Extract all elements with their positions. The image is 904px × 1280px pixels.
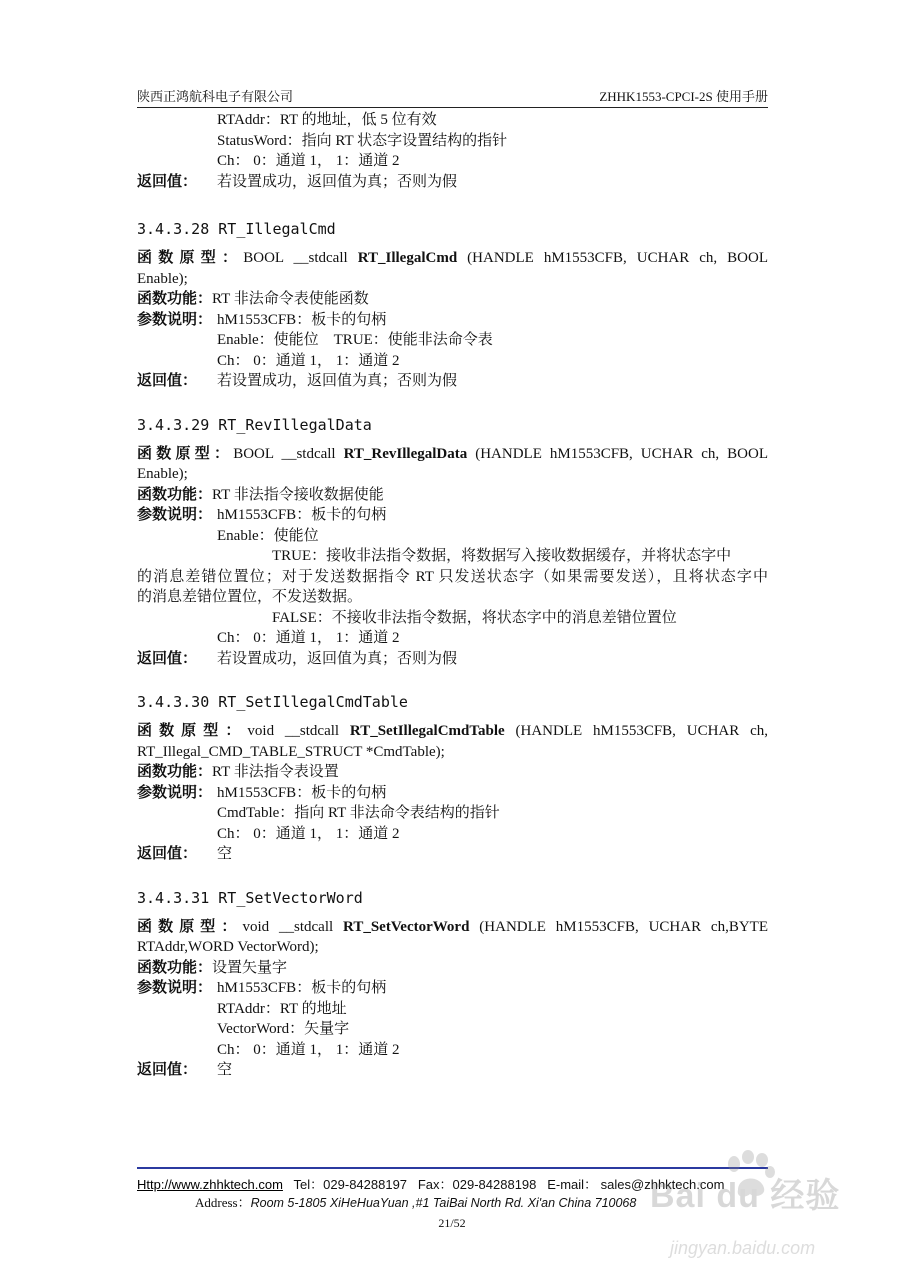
param-rtaddr: RTAddr：RT 的地址 [217, 1000, 347, 1017]
param-ch: Ch： 0：通道 1， 1：通道 2 [217, 352, 400, 369]
proto-prefix: void __stdcall [242, 918, 344, 935]
footer-contact: Tel：029-84288197 Fax：029-84288198 E-mail： sales@zhhktech.com [282, 1177, 725, 1192]
enable-true-desc: TRUE：接收非法指令数据，将数据写入接收数据缓存，并将状态字中 [272, 548, 732, 564]
header-manual-title: ZHHK1553-CPCI-2S 使用手册 [599, 89, 768, 104]
return-label: 返回值： [137, 173, 198, 190]
func-text: RT 非法指令接收数据使能 [212, 486, 384, 503]
enable-false-desc: FALSE：不接收非法指令数据，将状态字中的消息差错位置位 [272, 609, 677, 626]
return-text: 若设置成功，返回值为真；否则为假 [217, 373, 458, 389]
return-value-line [137, 844, 768, 865]
param-label: 参数说明： [137, 980, 213, 996]
return-text: 空 [217, 1062, 233, 1078]
return-value-line [137, 1060, 768, 1081]
param-ch: Ch： 0：通道 1， 1：通道 2 [217, 153, 400, 169]
section-title: 3.4.3.31 RT_SetVectorWord [137, 888, 363, 907]
proto-continuation: Enable); [137, 466, 188, 482]
func-label: 函数功能： [137, 486, 213, 503]
param-handle: hM1553CFB：板卡的句柄 [217, 980, 387, 996]
param-handle: hM1553CFB：板卡的句柄 [217, 507, 387, 523]
return-label: 返回值： [137, 846, 198, 862]
param-label: 参数说明： [137, 311, 213, 328]
func-label: 函数功能： [137, 764, 213, 780]
param-vectorword: VectorWord：矢量字 [217, 1021, 350, 1037]
return-value-line [137, 172, 768, 193]
param-enable: Enable：使能位 [217, 527, 319, 544]
function-prototype [137, 721, 768, 742]
param-handle: hM1553CFB：板卡的句柄 [217, 311, 387, 328]
proto-continuation: RTAddr,WORD VectorWord); [137, 939, 319, 955]
footer-address-line [195, 1193, 636, 1214]
func-label: 函数功能： [137, 959, 213, 976]
return-text: 若设置成功，返回值为真；否则为假 [217, 173, 458, 190]
param-label: 参数说明： [137, 784, 213, 801]
proto-name: RT_SetIllegalCmdTable [349, 723, 505, 739]
param-ch: Ch： 0：通道 1， 1：通道 2 [217, 825, 400, 842]
func-label: 函数功能： [137, 291, 213, 307]
page-body [137, 110, 768, 1081]
proto-prefix: void __stdcall [247, 723, 350, 739]
return-text: 空 [217, 846, 233, 862]
return-label: 返回值： [137, 1062, 198, 1078]
function-purpose [137, 485, 768, 506]
param-handle: hM1553CFB：板卡的句柄 [217, 784, 387, 801]
proto-continuation: RT_Illegal_CMD_TABLE_STRUCT *CmdTable); [137, 743, 445, 760]
address-label: Address： [195, 1195, 251, 1210]
proto-prefix: BOOL __stdcall [233, 445, 344, 462]
function-prototype [137, 917, 768, 938]
param-label: 参数说明： [137, 507, 213, 523]
header-company: 陕西正鸿航科电子有限公司 [137, 89, 294, 104]
section-title: 3.4.3.29 RT_RevIllegalData [137, 415, 372, 434]
proto-prefix: BOOL __stdcall [243, 250, 358, 266]
proto-label: 函数原型： [137, 250, 244, 266]
return-value-line [137, 649, 768, 670]
proto-label: 函数原型： [137, 445, 234, 462]
section-title: 3.4.3.28 RT_IllegalCmd [137, 220, 336, 238]
function-prototype [137, 248, 768, 269]
return-label: 返回值： [137, 650, 198, 667]
function-purpose [137, 289, 768, 310]
watermark-url: jingyan.baidu.com [670, 1238, 816, 1258]
param-ch: Ch： 0：通道 1， 1：通道 2 [217, 630, 400, 646]
section-title: 3.4.3.30 RT_SetIllegalCmdTable [137, 693, 408, 711]
baidu-watermark [640, 1150, 890, 1270]
proto-name: RT_RevIllegalData [343, 445, 468, 462]
param-cmdtable: CmdTable：指向 RT 非法命令表结构的指针 [217, 805, 500, 821]
proto-name: RT_IllegalCmd [357, 250, 458, 266]
enable-true-desc-cont: 的消息差错位置位；对于发送数据指令 RT 只发送状态字（如果需要发送），且将状态字中 [137, 568, 768, 585]
proto-args: (HANDLE hM1553CFB, UCHAR ch,BYTE [469, 918, 768, 935]
param-line [137, 310, 768, 331]
address-text: Room 5-1805 XiHeHuaYuan ,#1 TaiBai North Rd. Xi'an China 710068 [250, 1196, 637, 1210]
proto-args: (HANDLE hM1553CFB, UCHAR ch, BOOL [467, 445, 768, 462]
param-line [137, 978, 768, 999]
param-statusword: StatusWord：指向 RT 状态字设置结构的指针 [217, 132, 508, 149]
proto-label: 函数原型： [137, 723, 248, 739]
proto-continuation: Enable); [137, 270, 188, 287]
return-text: 若设置成功，返回值为真；否则为假 [217, 650, 458, 667]
function-prototype [137, 444, 768, 465]
func-text: RT 非法指令表设置 [212, 764, 339, 780]
page-number: 21/52 [438, 1216, 466, 1230]
proto-args: (HANDLE hM1553CFB, UCHAR ch, [504, 723, 768, 739]
func-text: RT 非法命令表使能函数 [212, 291, 369, 307]
proto-args: (HANDLE hM1553CFB, UCHAR ch, BOOL [457, 250, 768, 266]
proto-name: RT_SetVectorWord [343, 918, 470, 935]
param-line [137, 783, 768, 804]
param-rtaddr: RTAddr：RT 的地址，低 5 位有效 [217, 112, 437, 128]
function-purpose [137, 958, 768, 979]
return-label: 返回值： [137, 373, 198, 389]
watermark-brand: Bai du 经验 [650, 1177, 841, 1215]
company-website-link[interactable]: Http://www.zhhktech.com [137, 1177, 283, 1192]
proto-label: 函数原型： [137, 918, 243, 935]
function-purpose [137, 762, 768, 783]
param-line [137, 505, 768, 526]
enable-true-desc-end: 的消息差错位置位，不发送数据。 [137, 589, 363, 605]
func-text: 设置矢量字 [212, 959, 288, 976]
return-value-line [137, 371, 768, 392]
page-header [137, 87, 768, 108]
param-ch: Ch： 0：通道 1， 1：通道 2 [217, 1041, 400, 1058]
param-enable: Enable：使能位 TRUE：使能非法命令表 [217, 332, 493, 348]
